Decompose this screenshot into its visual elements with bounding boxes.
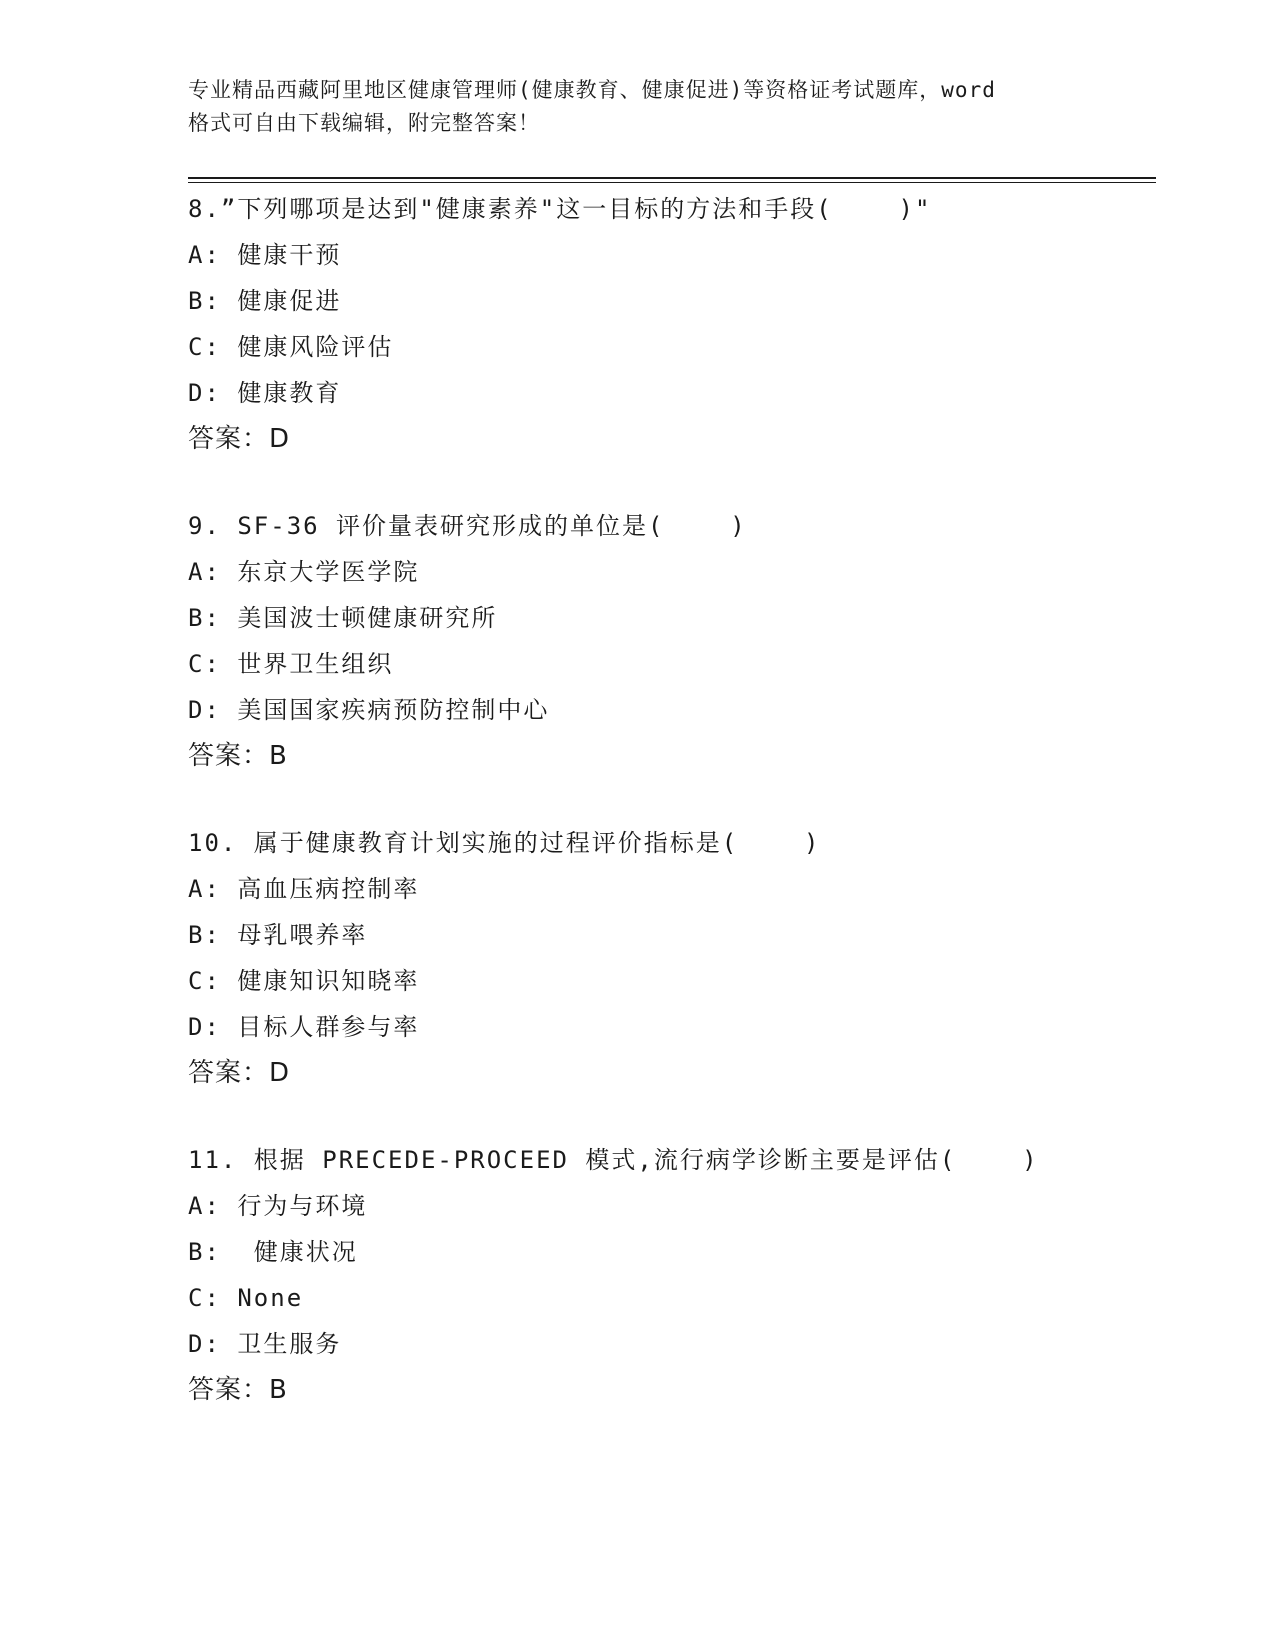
header-line-1: 专业精品西藏阿里地区健康管理师(健康教育、健康促进)等资格证考试题库，word (188, 78, 996, 102)
question-10 (188, 820, 1188, 1096)
option-c: C: 世界卫生组织 (188, 650, 394, 678)
option-d: D: 健康教育 (188, 379, 342, 407)
document-header (188, 74, 1088, 140)
option-d: D: 美国国家疾病预防控制中心 (188, 696, 550, 724)
question-8 (188, 186, 1188, 462)
question-9 (188, 503, 1188, 779)
option-a: A: 健康干预 (188, 241, 342, 269)
option-a: A: 行为与环境 (188, 1192, 368, 1220)
option-b: B: 健康促进 (188, 287, 342, 315)
question-stem: 8.”下列哪项是达到"健康素养"这一目标的方法和手段( )" (188, 195, 932, 223)
header-line-2: 格式可自由下载编辑，附完整答案！ (188, 111, 540, 135)
option-c: C: 健康风险评估 (188, 333, 394, 361)
option-b: B: 健康状况 (188, 1238, 358, 1266)
option-c: C: None (188, 1284, 304, 1312)
question-stem: 9. SF-36 评价量表研究形成的单位是( ) (188, 512, 747, 540)
option-b: B: 美国波士顿健康研究所 (188, 604, 498, 632)
question-11 (188, 1137, 1188, 1413)
option-d: D: 卫生服务 (188, 1330, 342, 1358)
question-stem: 10. 属于健康教育计划实施的过程评价指标是( ) (188, 829, 821, 857)
question-stem: 11. 根据 PRECEDE-PROCEED 模式,流行病学诊断主要是评估( ) (188, 1146, 1039, 1174)
answer-line: 答案：B (188, 1375, 288, 1405)
option-b: B: 母乳喂养率 (188, 921, 368, 949)
option-c: C: 健康知识知晓率 (188, 967, 420, 995)
option-d: D: 目标人群参与率 (188, 1013, 420, 1041)
header-divider-thin (188, 182, 1156, 183)
answer-line: 答案：D (188, 1058, 291, 1088)
header-divider-thick (188, 177, 1156, 179)
option-a: A: 高血压病控制率 (188, 875, 420, 903)
option-a: A: 东京大学医学院 (188, 558, 420, 586)
answer-line: 答案：D (188, 424, 291, 454)
answer-line: 答案：B (188, 741, 288, 771)
